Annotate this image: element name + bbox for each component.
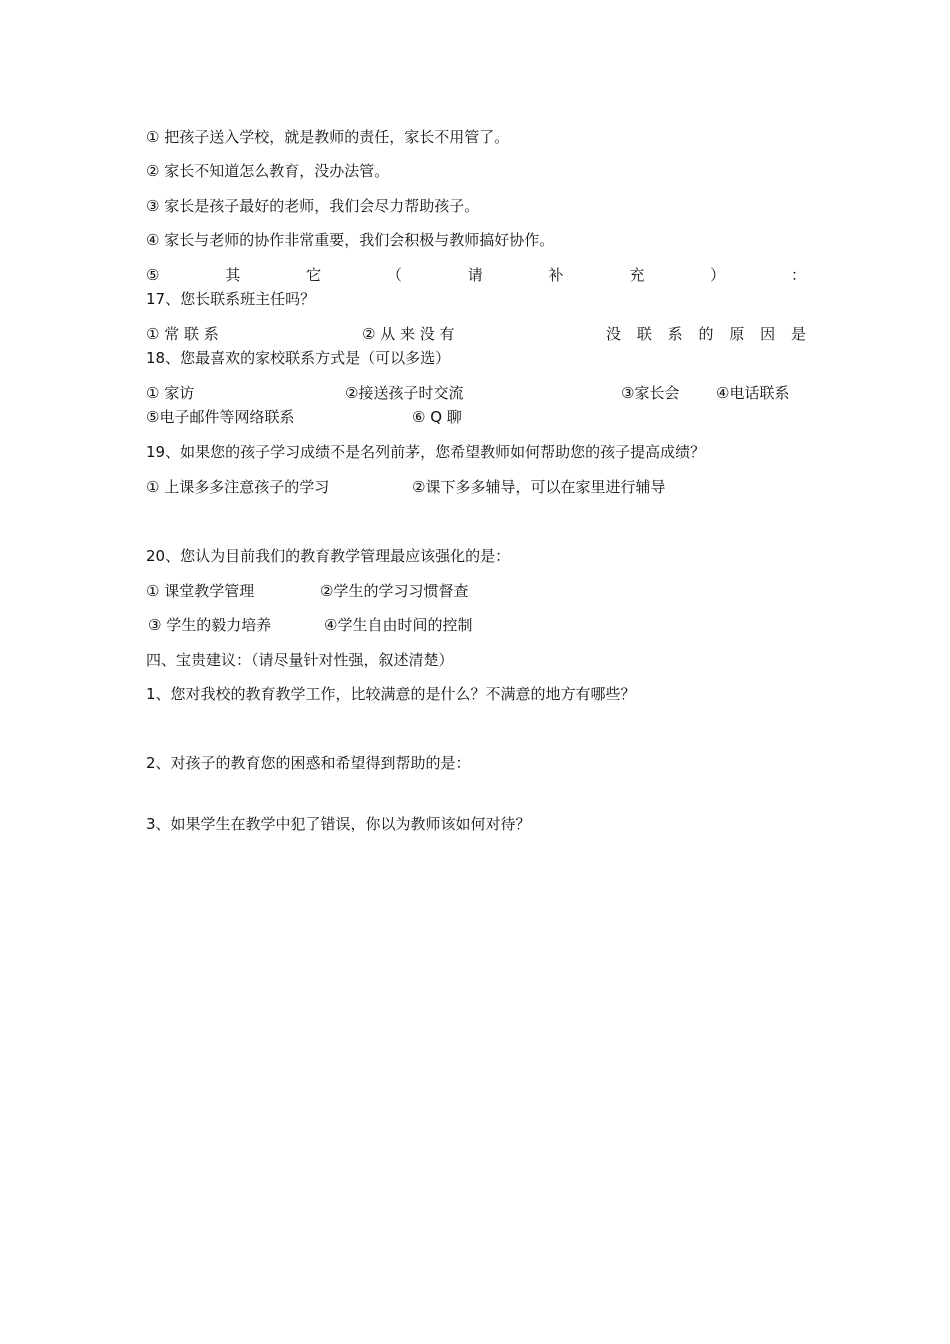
other-char: 充	[629, 266, 645, 284]
q20-option-2: ②学生的学习习惯督查	[320, 582, 469, 600]
suggestion-1: 1、您对我校的教育教学工作，比较满意的是什么？不满意的地方有哪些？	[146, 685, 636, 703]
reason-char: 系	[667, 325, 683, 343]
q16-option-1: ① 把孩子送入学校，就是教师的责任，家长不用管了。	[146, 128, 510, 146]
reason-char: 的	[698, 325, 714, 343]
q17-reason	[606, 324, 806, 344]
reason-char: 联	[636, 325, 652, 343]
q16-option-5-other	[146, 265, 806, 285]
q18-question: 18、您最喜欢的家校联系方式是（可以多选）	[146, 349, 451, 367]
reason-char: 因	[760, 325, 776, 343]
q20-option-4: ④学生自由时间的控制	[324, 616, 473, 634]
other-char: ⑤	[146, 266, 160, 284]
other-char: （	[386, 266, 402, 284]
q17-option-never: ② 从 来 没 有	[362, 325, 455, 343]
q19-question: 19、如果您的孩子学习成绩不是名列前茅，您希望教师如何帮助您的孩子提高成绩？	[146, 443, 706, 461]
q16-option-2: ② 家长不知道怎么教育，没办法管。	[146, 162, 390, 180]
q18-option-2: ②接送孩子时交流	[345, 384, 464, 402]
reason-char: 原	[729, 325, 745, 343]
q18-option-4: ④电话联系	[716, 384, 790, 402]
q20-option-3: ③ 学生的毅力培养	[148, 616, 272, 634]
other-char: 它	[306, 266, 322, 284]
q18-option-6: ⑥ Q 聊	[412, 408, 462, 426]
section-4-heading: 四、宝贵建议：（请尽量针对性强，叙述清楚）	[146, 651, 454, 669]
other-char: 请	[467, 266, 483, 284]
q18-option-1: ① 家访	[146, 384, 195, 402]
other-char: 补	[548, 266, 564, 284]
q17-question: 17、您长联系班主任吗？	[146, 290, 316, 308]
q20-question: 20、您认为目前我们的教育教学管理最应该强化的是：	[146, 547, 511, 565]
q18-option-3: ③家长会	[621, 384, 680, 402]
q18-option-5: ⑤电子邮件等网络联系	[146, 408, 295, 426]
reason-char: 没	[606, 325, 622, 343]
other-char: 其	[225, 266, 241, 284]
suggestion-3: 3、如果学生在教学中犯了错误，你以为教师该如何对待？	[146, 815, 531, 833]
other-char: ）	[710, 266, 726, 284]
q16-option-3: ③ 家长是孩子最好的老师，我们会尽力帮助孩子。	[146, 197, 480, 215]
suggestion-2: 2、对孩子的教育您的困惑和希望得到帮助的是：	[146, 754, 471, 772]
q17-option-often: ① 常 联 系	[146, 325, 219, 343]
q19-option-2: ②课下多多辅导，可以在家里进行辅导	[412, 478, 666, 496]
other-char: ：	[790, 266, 806, 284]
q19-option-1: ① 上课多多注意孩子的学习	[146, 478, 330, 496]
q20-option-1: ① 课堂教学管理	[146, 582, 255, 600]
q16-option-4: ④ 家长与老师的协作非常重要，我们会积极与教师搞好协作。	[146, 231, 555, 249]
reason-char: 是	[790, 325, 806, 343]
